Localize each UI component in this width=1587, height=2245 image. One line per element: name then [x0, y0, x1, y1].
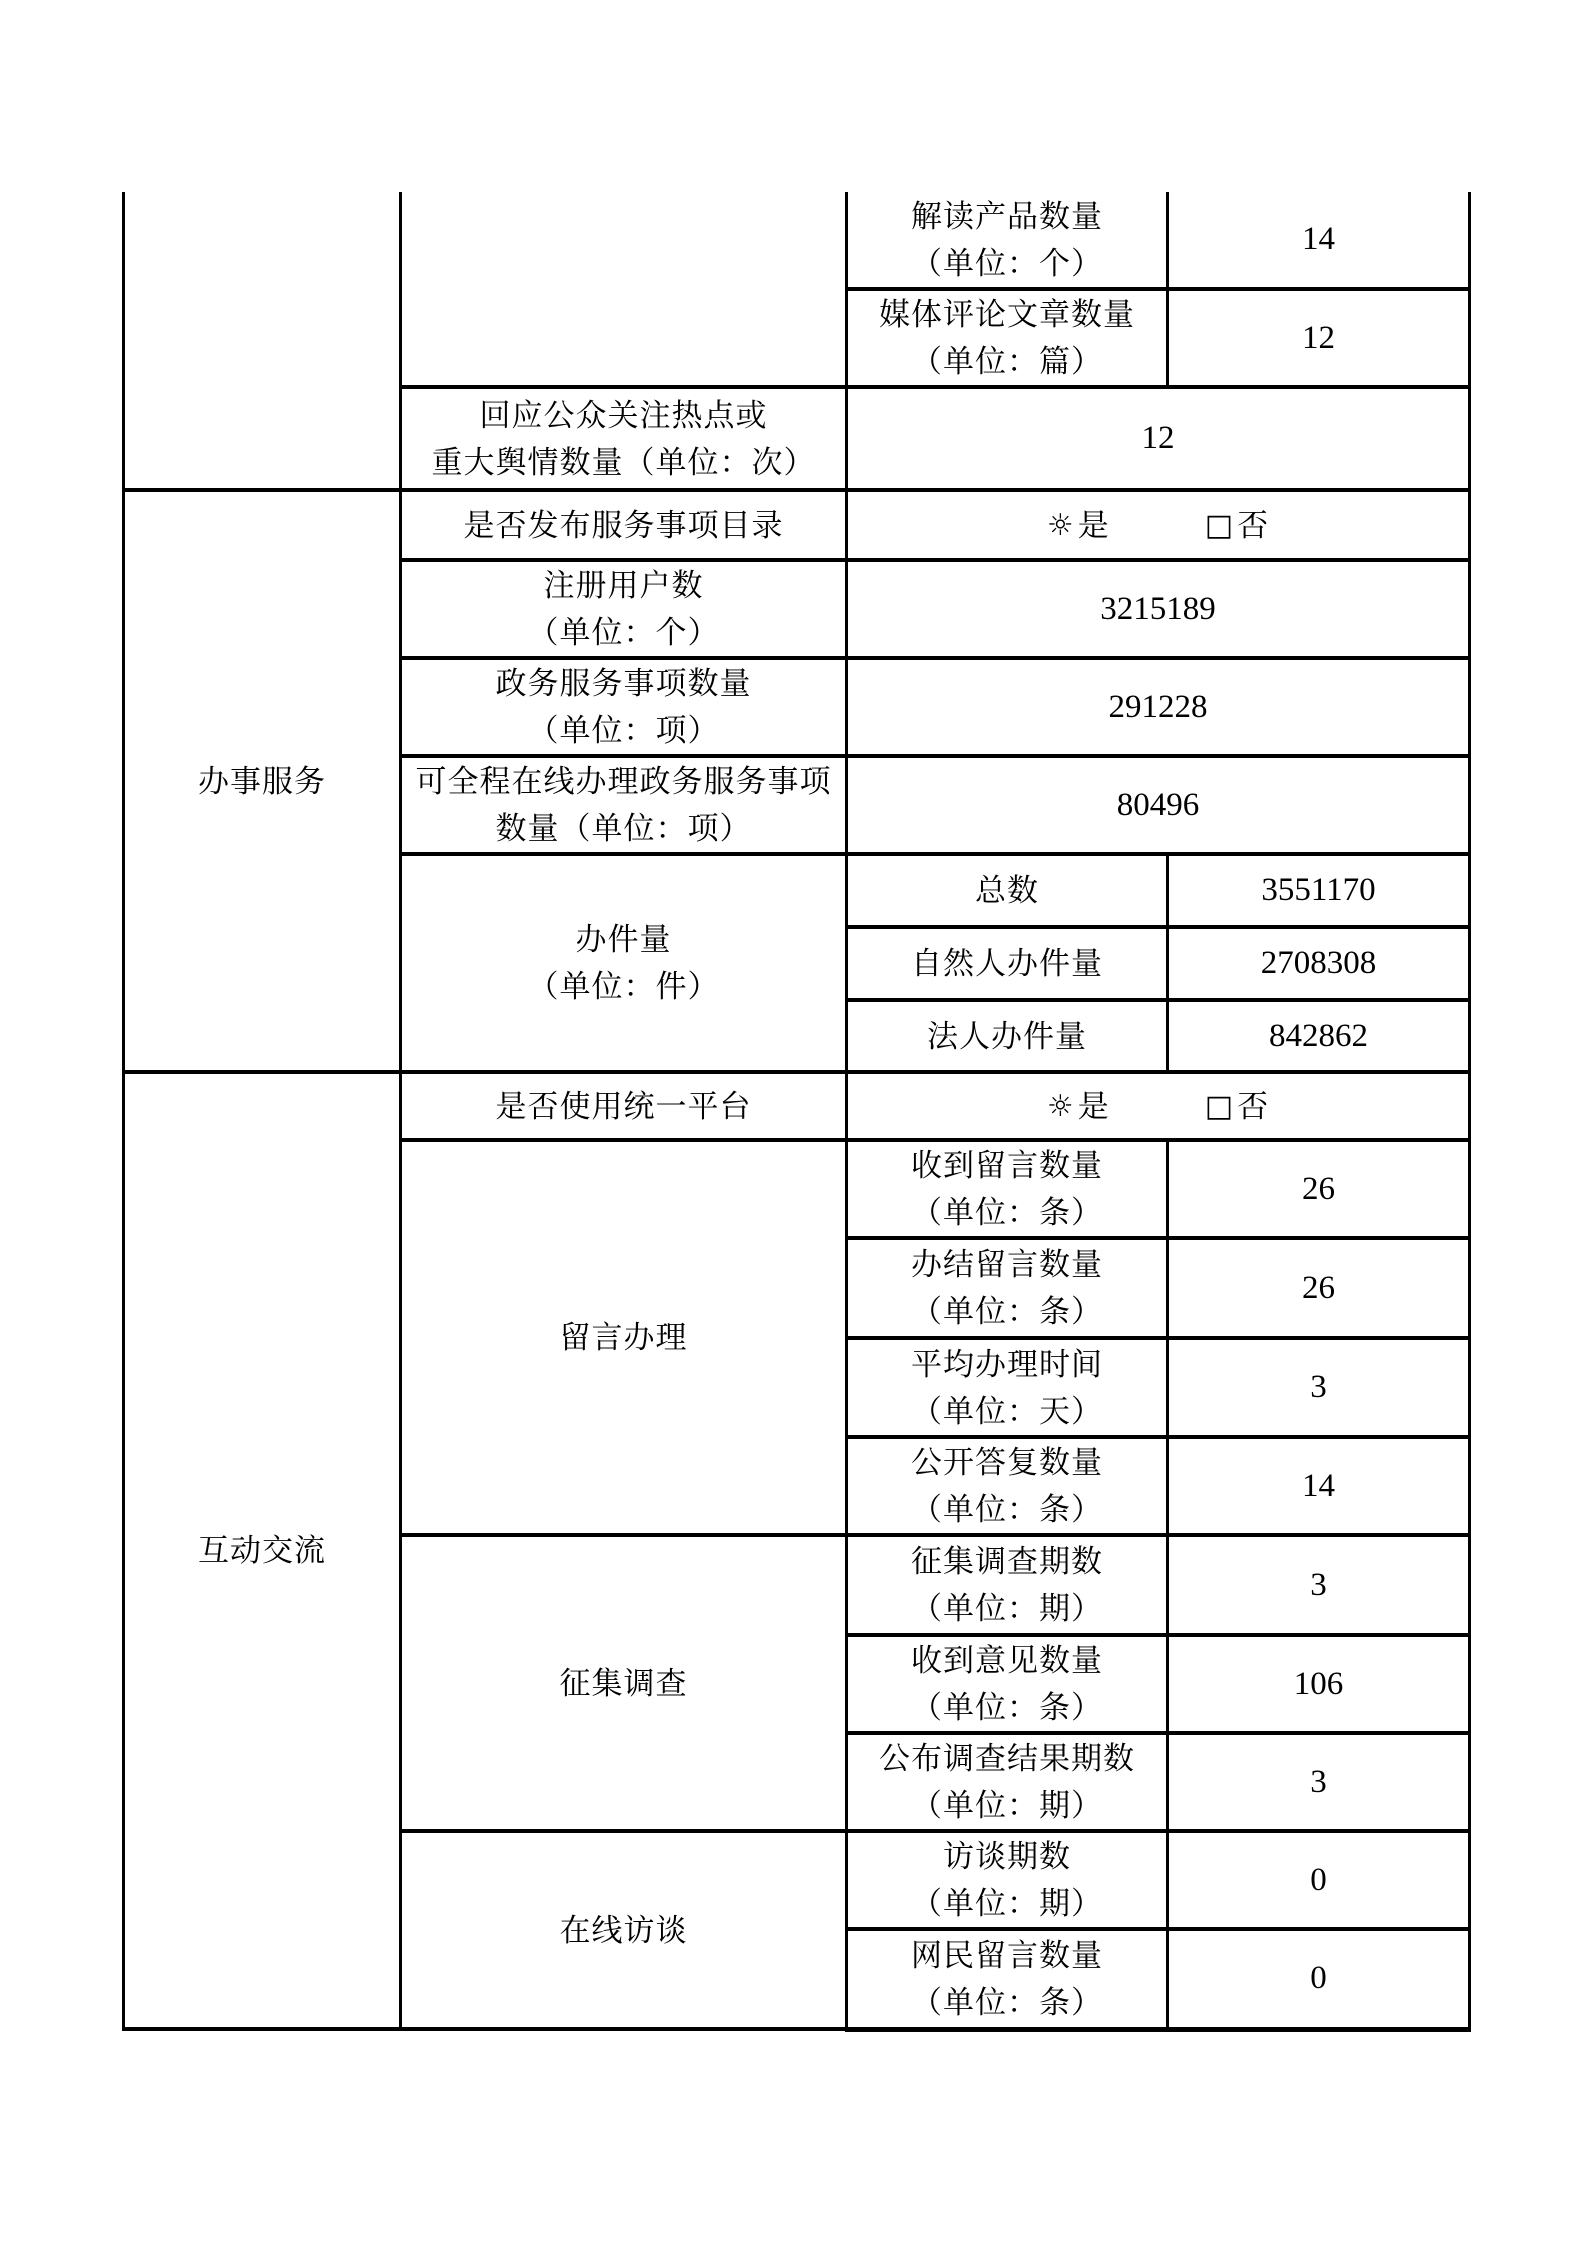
label-cases-total: 总数 — [847, 854, 1168, 927]
checkbox-empty-icon: □ — [1204, 507, 1234, 543]
value-survey-results-published: 3 — [1168, 1733, 1470, 1831]
option-no[interactable]: □ 否 — [1205, 1083, 1269, 1130]
option-yes[interactable]: ☼ 是 — [1047, 502, 1110, 549]
label-full-online-service-items: 可全程在线办理政务服务事项 数量（单位：项） — [401, 756, 847, 854]
label-registered-users: 注册用户数 （单位：个） — [401, 560, 847, 658]
label-unified-platform-used: 是否使用统一平台 — [401, 1072, 847, 1140]
value-interview-periods: 0 — [1168, 1831, 1470, 1929]
value-netizen-messages: 0 — [1168, 1929, 1470, 2029]
continued-section-cell — [124, 192, 401, 490]
label-cases-natural-persons: 自然人办件量 — [847, 927, 1168, 1000]
value-full-online-service-items: 80496 — [847, 756, 1470, 854]
label-average-handling-time: 平均办理时间 （单位：天） — [847, 1338, 1168, 1437]
service-catalog-yes-no-cell — [847, 490, 1470, 560]
unified-platform-yes-no-cell — [847, 1072, 1470, 1140]
value-registered-users: 3215189 — [847, 560, 1470, 658]
label-public-opinion-responses: 回应公众关注热点或 重大舆情数量（单位：次） — [401, 387, 847, 490]
value-cases-natural-persons: 2708308 — [1168, 927, 1470, 1000]
label-messages-resolved: 办结留言数量 （单位：条） — [847, 1238, 1168, 1338]
unified-platform-option-group — [848, 1083, 1468, 1130]
label-opinions-received: 收到意见数量 （单位：条） — [847, 1635, 1168, 1733]
label-survey-results-published: 公布调查结果期数 （单位：期） — [847, 1733, 1168, 1831]
value-opinions-received: 106 — [1168, 1635, 1470, 1733]
option-yes[interactable]: ☼ 是 — [1047, 1083, 1110, 1130]
report-table — [122, 192, 1471, 2032]
value-average-handling-time: 3 — [1168, 1338, 1470, 1437]
checkbox-empty-icon: □ — [1204, 1088, 1234, 1124]
continued-subsection-cell — [401, 192, 847, 387]
label-gov-service-items: 政务服务事项数量 （单位：项） — [401, 658, 847, 756]
label-survey-periods: 征集调查期数 （单位：期） — [847, 1535, 1168, 1635]
value-cases-legal-persons: 842862 — [1168, 1000, 1470, 1072]
label-public-replies: 公开答复数量 （单位：条） — [847, 1437, 1168, 1535]
section-banshi-fuwu: 办事服务 — [124, 490, 401, 1072]
value-survey-periods: 3 — [1168, 1535, 1470, 1635]
section-hudong-jiaoliu: 互动交流 — [124, 1072, 401, 2029]
value-cases-total: 3551170 — [1168, 854, 1470, 927]
label-netizen-messages: 网民留言数量 （单位：条） — [847, 1929, 1168, 2029]
value-public-opinion-responses: 12 — [847, 387, 1470, 490]
value-messages-received: 26 — [1168, 1140, 1470, 1238]
value-messages-resolved: 26 — [1168, 1238, 1470, 1338]
label-messages-received: 收到留言数量 （单位：条） — [847, 1140, 1168, 1238]
option-no[interactable]: □ 否 — [1205, 502, 1269, 549]
value-interpretation-products: 14 — [1168, 192, 1470, 289]
value-public-replies: 14 — [1168, 1437, 1470, 1535]
value-gov-service-items: 291228 — [847, 658, 1470, 756]
group-online-interviews: 在线访谈 — [401, 1831, 847, 2029]
value-media-commentary-articles: 12 — [1168, 289, 1470, 387]
radio-selected-icon: ☼ — [1046, 1088, 1074, 1124]
label-interpretation-products: 解读产品数量 （单位：个） — [847, 192, 1168, 289]
label-media-commentary-articles: 媒体评论文章数量 （单位：篇） — [847, 289, 1168, 387]
label-interview-periods: 访谈期数 （单位：期） — [847, 1831, 1168, 1929]
group-surveys: 征集调查 — [401, 1535, 847, 1831]
radio-selected-icon: ☼ — [1046, 507, 1074, 543]
group-message-handling: 留言办理 — [401, 1140, 847, 1535]
label-cases-handled: 办件量 （单位：件） — [401, 854, 847, 1072]
label-service-catalog-published: 是否发布服务事项目录 — [401, 490, 847, 560]
label-cases-legal-persons: 法人办件量 — [847, 1000, 1168, 1072]
service-catalog-option-group — [848, 502, 1468, 549]
